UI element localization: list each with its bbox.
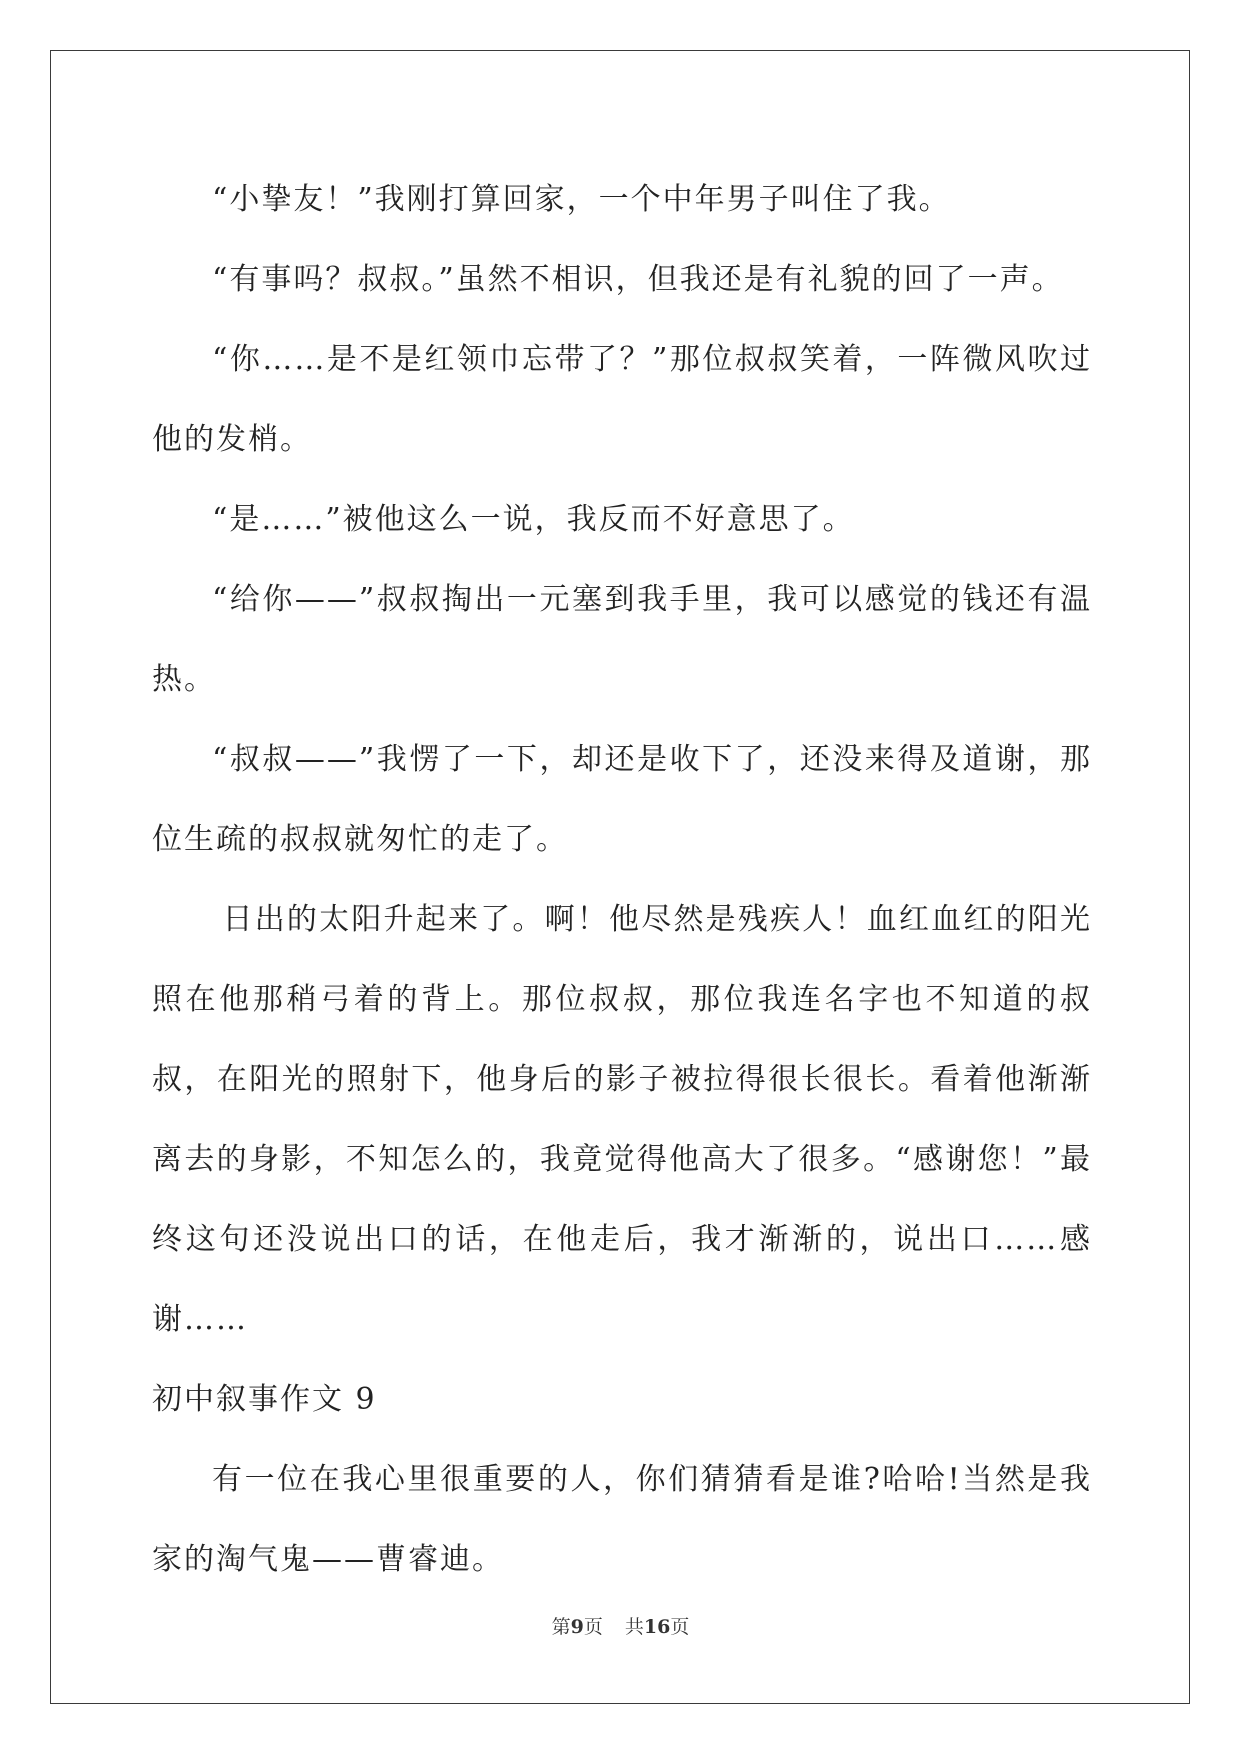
paragraph-2: “有事吗？叔叔。”虽然不相识，但我还是有礼貌的回了一声。 (212, 262, 1064, 297)
paragraph-1: “小挚友！”我刚打算回家，一个中年男子叫住了我。 (212, 182, 951, 217)
footer-total-pages: 16 (643, 1616, 671, 1638)
paragraph-7: 日出的太阳升起来了。啊！他尽然是残疾人！血红血红的阳光照在他那稍弓着的背上。那位叔叔，那位我连名字也不知道的叔叔，在阳光的照射下，他身后的影子被拉得很长很长。看着他渐渐离去的身影，不知怎么的，我竟觉得他高大了很多。“感谢您！”最终这句还没说出口的话，在他走后，我才渐渐的，说出口……感谢…… (152, 902, 1092, 1337)
paragraph-5: “给你——”叔叔掏出一元塞到我手里，我可以感觉的钱还有温热。 (152, 582, 1092, 697)
paragraph-8: 有一位在我心里很重要的人，你们猜猜看是谁?哈哈!当然是我家的淘气鬼——曹睿迪。 (152, 1462, 1092, 1577)
section-heading: 初中叙事作文 9 (152, 1382, 377, 1417)
paragraph-6: “叔叔——”我愣了一下，却还是收下了，还没来得及道谢，那位生疏的叔叔就匆忙的走了。 (152, 742, 1092, 857)
document-body (152, 160, 1092, 1600)
footer-page-number: 9 (570, 1616, 584, 1638)
footer-total-prefix: 共 (624, 1616, 644, 1638)
paragraph-4: “是……”被他这么一说，我反而不好意思了。 (212, 502, 855, 537)
paragraph-3: “你……是不是红领巾忘带了？”那位叔叔笑着，一阵微风吹过他的发梢。 (152, 342, 1092, 457)
footer-prefix: 第 (551, 1616, 571, 1638)
footer-page-suffix: 页 (583, 1616, 603, 1638)
footer-total-suffix: 页 (670, 1616, 690, 1638)
page-footer (0, 1612, 1241, 1639)
